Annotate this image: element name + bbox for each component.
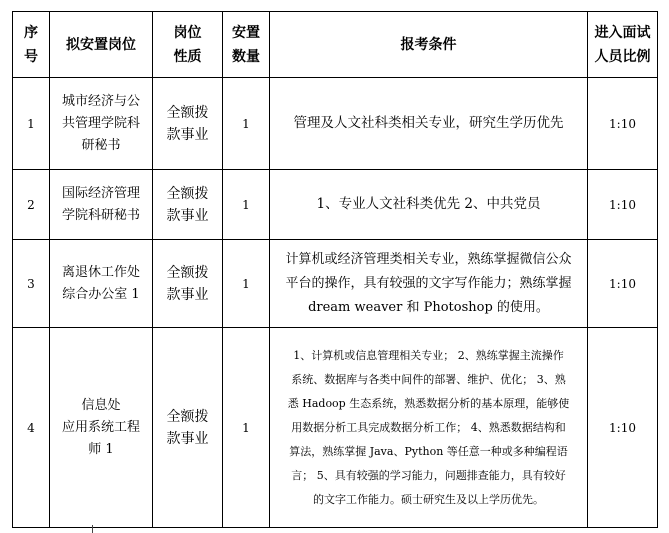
row-conditions-line: 言； 5、具有较强的学习能力，问题排查能力，具有较好 bbox=[291, 468, 566, 482]
row-nature-line: 全额拨 bbox=[166, 185, 209, 202]
row-nature-line: 款事业 bbox=[166, 430, 209, 447]
row-post-line: 共管理学院科 bbox=[61, 115, 140, 131]
row-nature-line: 款事业 bbox=[166, 207, 209, 224]
header-no-line1: 序 bbox=[24, 24, 38, 41]
header-post: 拟安置岗位 bbox=[50, 12, 153, 78]
row-post-line: 离退休工作处 bbox=[61, 264, 140, 280]
row-post-line: 研秘书 bbox=[81, 137, 121, 153]
row-post bbox=[50, 170, 153, 240]
header-ratio-line1: 进入面试 bbox=[594, 24, 651, 41]
row-conditions-line: 系统、数据库与各类中间件的部署、维护、优化； 3、熟 bbox=[291, 372, 566, 386]
row-conditions bbox=[270, 78, 588, 170]
row-conditions-line: 的文字工作能力。硕士研究生及以上学历优先。 bbox=[313, 492, 544, 506]
row-nature bbox=[153, 78, 223, 170]
row-no: 2 bbox=[13, 170, 50, 240]
row-post-line: 学院科研秘书 bbox=[61, 207, 140, 223]
row-count: 1 bbox=[223, 240, 270, 328]
row-conditions-line: 悉 Hadoop 生态系统，熟悉数据分析的基本原理，能够使 bbox=[287, 396, 570, 410]
header-no bbox=[13, 12, 50, 78]
row-nature bbox=[153, 240, 223, 328]
table-row bbox=[13, 78, 658, 170]
jobs-table bbox=[12, 11, 658, 528]
row-no: 3 bbox=[13, 240, 50, 328]
header-count-line2: 数量 bbox=[232, 48, 260, 65]
row-nature-line: 款事业 bbox=[166, 126, 209, 143]
row-conditions bbox=[270, 328, 588, 528]
text-cursor-mark bbox=[92, 525, 93, 533]
header-ratio-line2: 人员比例 bbox=[594, 48, 651, 65]
row-post bbox=[50, 328, 153, 528]
row-ratio: 1:10 bbox=[588, 240, 658, 328]
header-row bbox=[13, 12, 658, 78]
row-ratio: 1:10 bbox=[588, 328, 658, 528]
row-post-line: 综合办公室 1 bbox=[62, 286, 140, 302]
row-nature-line: 全额拨 bbox=[166, 104, 209, 121]
row-count: 1 bbox=[223, 328, 270, 528]
row-count: 1 bbox=[223, 170, 270, 240]
row-conditions-line: 平台的操作，具有较强的文字写作能力；熟练掌握 bbox=[285, 275, 572, 291]
row-ratio: 1:10 bbox=[588, 170, 658, 240]
row-nature-line: 款事业 bbox=[166, 286, 209, 303]
row-conditions bbox=[270, 170, 588, 240]
row-post-line: 国际经济管理 bbox=[61, 185, 140, 201]
table-row bbox=[13, 240, 658, 328]
row-conditions-line: 管理及人文社科类相关专业，研究生学历优先 bbox=[293, 115, 564, 131]
row-conditions-line: 1、专业人文社科类优先 2、中共党员 bbox=[316, 196, 541, 212]
table-row bbox=[13, 170, 658, 240]
row-post bbox=[50, 78, 153, 170]
row-conditions-line: dream weaver 和 Photoshop 的使用。 bbox=[308, 299, 549, 315]
row-conditions-line: 计算机或经济管理类相关专业，熟练掌握微信公众 bbox=[285, 251, 572, 267]
header-count-line1: 安置 bbox=[232, 24, 260, 41]
table-row bbox=[13, 328, 658, 528]
row-no: 1 bbox=[13, 78, 50, 170]
header-nature bbox=[153, 12, 223, 78]
row-nature bbox=[153, 170, 223, 240]
row-conditions-line: 算法，熟练掌握 Java、Python 等任意一种或多种编程语 bbox=[289, 444, 568, 458]
header-count bbox=[223, 12, 270, 78]
row-conditions-line: 用数据分析工具完成数据分析工作； 4、熟悉数据结构和 bbox=[291, 420, 566, 434]
row-ratio: 1:10 bbox=[588, 78, 658, 170]
row-nature-line: 全额拨 bbox=[166, 264, 209, 281]
row-post-line: 信息处 bbox=[81, 397, 121, 413]
row-post-line: 应用系统工程 bbox=[61, 419, 140, 435]
row-count: 1 bbox=[223, 78, 270, 170]
row-conditions bbox=[270, 240, 588, 328]
row-nature bbox=[153, 328, 223, 528]
row-nature-line: 全额拨 bbox=[166, 408, 209, 425]
row-no: 4 bbox=[13, 328, 50, 528]
header-conditions: 报考条件 bbox=[270, 12, 588, 78]
row-post bbox=[50, 240, 153, 328]
header-nature-line1: 岗位 bbox=[173, 24, 202, 41]
header-nature-line2: 性质 bbox=[173, 48, 202, 65]
header-no-line2: 号 bbox=[24, 48, 38, 65]
header-ratio bbox=[588, 12, 658, 78]
row-post-line: 师 1 bbox=[88, 441, 114, 457]
row-post-line: 城市经济与公 bbox=[61, 93, 140, 109]
row-conditions-line: 1、计算机或信息管理相关专业； 2、熟练掌握主流操作 bbox=[293, 348, 564, 362]
